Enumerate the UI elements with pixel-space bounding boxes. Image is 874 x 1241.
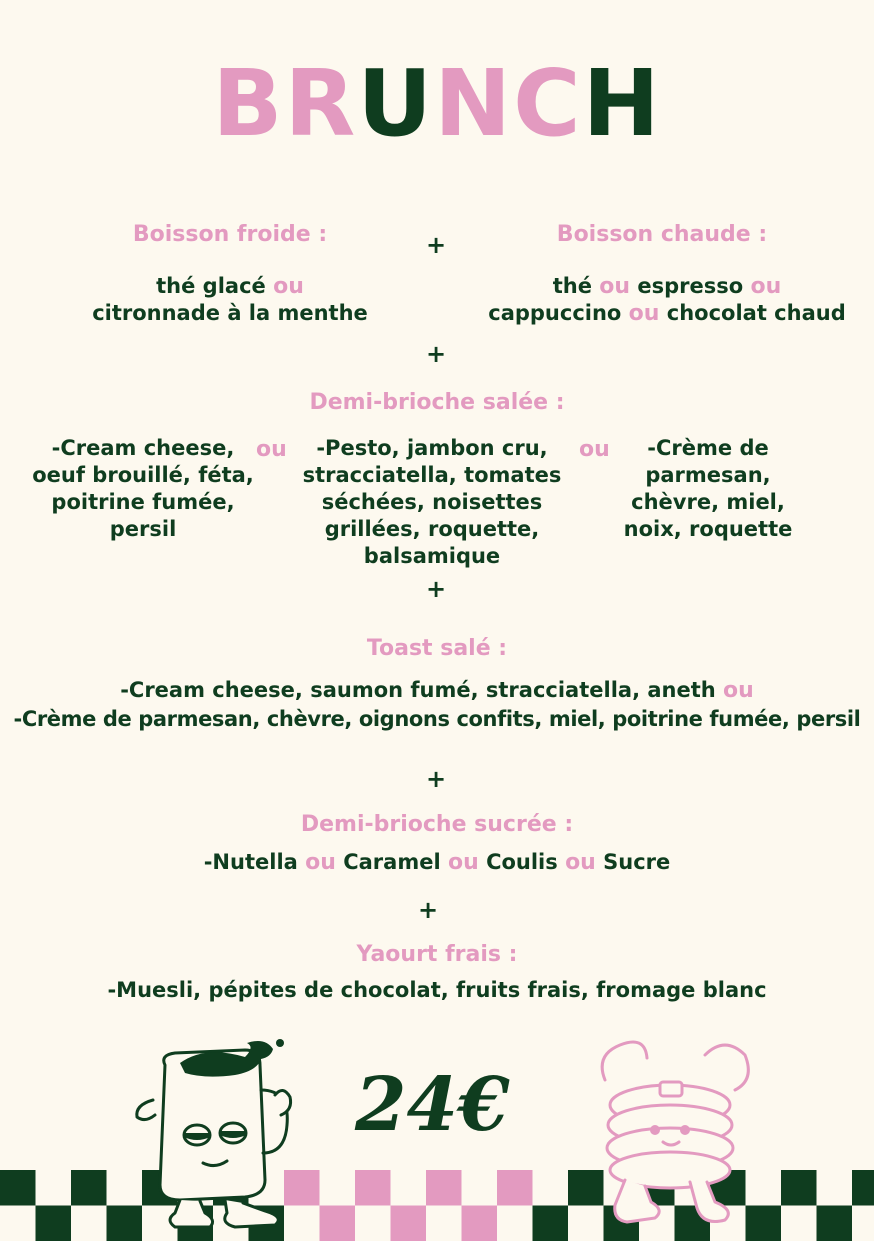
salty-brioche-option-2 — [292, 435, 572, 570]
page-title — [0, 50, 874, 157]
checker-square — [497, 1170, 533, 1206]
title-part: C — [513, 50, 583, 157]
option-line: oeuf brouillé, féta, — [32, 463, 254, 487]
option-line: -Pesto, jambon cru, — [316, 436, 548, 460]
checker-square — [852, 1170, 874, 1206]
or-separator: ou — [256, 437, 287, 462]
title-part: N — [434, 50, 514, 157]
yogurt-label: Yaourt frais : — [356, 942, 518, 967]
checker-square — [320, 1206, 356, 1241]
hot-drink-options — [477, 273, 857, 327]
plus-sign: + — [425, 340, 447, 368]
cold-drink-label: Boisson froide : — [132, 222, 328, 247]
toast-item: -Cream cheese, saumon fumé, stracciatella, aneth — [120, 678, 716, 702]
toast-option-1 — [0, 677, 874, 704]
or-separator: ou — [599, 274, 631, 299]
checker-square — [391, 1206, 427, 1241]
checker-square — [781, 1170, 817, 1206]
checker-square — [533, 1206, 569, 1241]
or-separator: ou — [579, 437, 610, 462]
option-line: persil — [109, 517, 177, 541]
price: 24€ — [355, 1062, 510, 1148]
or-separator: ou — [565, 850, 596, 875]
option-line: poitrine fumée, — [51, 490, 235, 514]
or-separator: ou — [723, 678, 754, 703]
salty-brioche-option-3 — [608, 435, 808, 543]
sweet-item: -Nutella — [203, 850, 298, 874]
option-line: parmesan, — [645, 463, 771, 487]
hot-drink-item: espresso — [637, 274, 744, 298]
or-separator: ou — [628, 301, 660, 326]
checker-square — [36, 1206, 72, 1241]
option-line: -Crème de — [647, 436, 769, 460]
checker-square — [71, 1170, 107, 1206]
plus-sign: + — [425, 575, 447, 603]
option-line: balsamique — [363, 544, 501, 568]
hot-drink-item: cappuccino — [488, 301, 622, 325]
or-separator: ou — [305, 850, 336, 875]
option-line: noix, roquette — [623, 517, 793, 541]
title-part: BR — [212, 50, 358, 157]
option-line: grillées, roquette, — [324, 517, 540, 541]
sweet-item: Coulis — [486, 850, 558, 874]
yogurt-option: -Muesli, pépites de chocolat, fruits frais, fromage blanc — [107, 978, 767, 1002]
pancake-mascot-icon — [585, 1030, 765, 1230]
checker-square — [0, 1170, 36, 1206]
checker-square — [817, 1206, 853, 1241]
sweet-item: Caramel — [343, 850, 441, 874]
option-line: -Cream cheese, — [51, 436, 235, 460]
or-separator: ou — [273, 274, 304, 299]
option-line: stracciatella, tomates — [302, 463, 562, 487]
hot-drink-label: Boisson chaude : — [556, 222, 768, 247]
checker-square — [355, 1170, 391, 1206]
hot-drink-item: chocolat chaud — [666, 301, 846, 325]
plus-sign: + — [425, 765, 447, 793]
or-separator: ou — [750, 274, 782, 299]
or-separator: ou — [447, 850, 479, 875]
sweet-brioche-label: Demi-brioche sucrée : — [300, 812, 574, 837]
option-line: chèvre, miel, — [631, 490, 785, 514]
coffee-cup-mascot-icon — [125, 1035, 315, 1235]
salty-brioche-option-1 — [18, 435, 268, 543]
option-line: séchées, noisettes — [321, 490, 543, 514]
title-part: H — [582, 50, 662, 157]
cold-drink-options — [40, 273, 420, 327]
hot-drink-item: thé — [552, 274, 592, 298]
checker-square — [462, 1206, 498, 1241]
toast-label: Toast salé : — [366, 636, 508, 661]
toast-option-2: -Crème de parmesan, chèvre, oignons confits, miel, poitrine fumée, persil — [13, 707, 861, 731]
checker-square — [426, 1170, 462, 1206]
sweet-item: Sucre — [603, 850, 671, 874]
salty-brioche-label: Demi-brioche salée : — [309, 390, 565, 415]
plus-sign: + — [417, 896, 439, 924]
cold-drink-item: thé glacé — [156, 274, 266, 298]
plus-sign: + — [425, 231, 447, 259]
cold-drink-item: citronnade à la menthe — [92, 301, 368, 325]
sweet-brioche-options — [0, 849, 874, 876]
title-part: U — [357, 50, 435, 157]
